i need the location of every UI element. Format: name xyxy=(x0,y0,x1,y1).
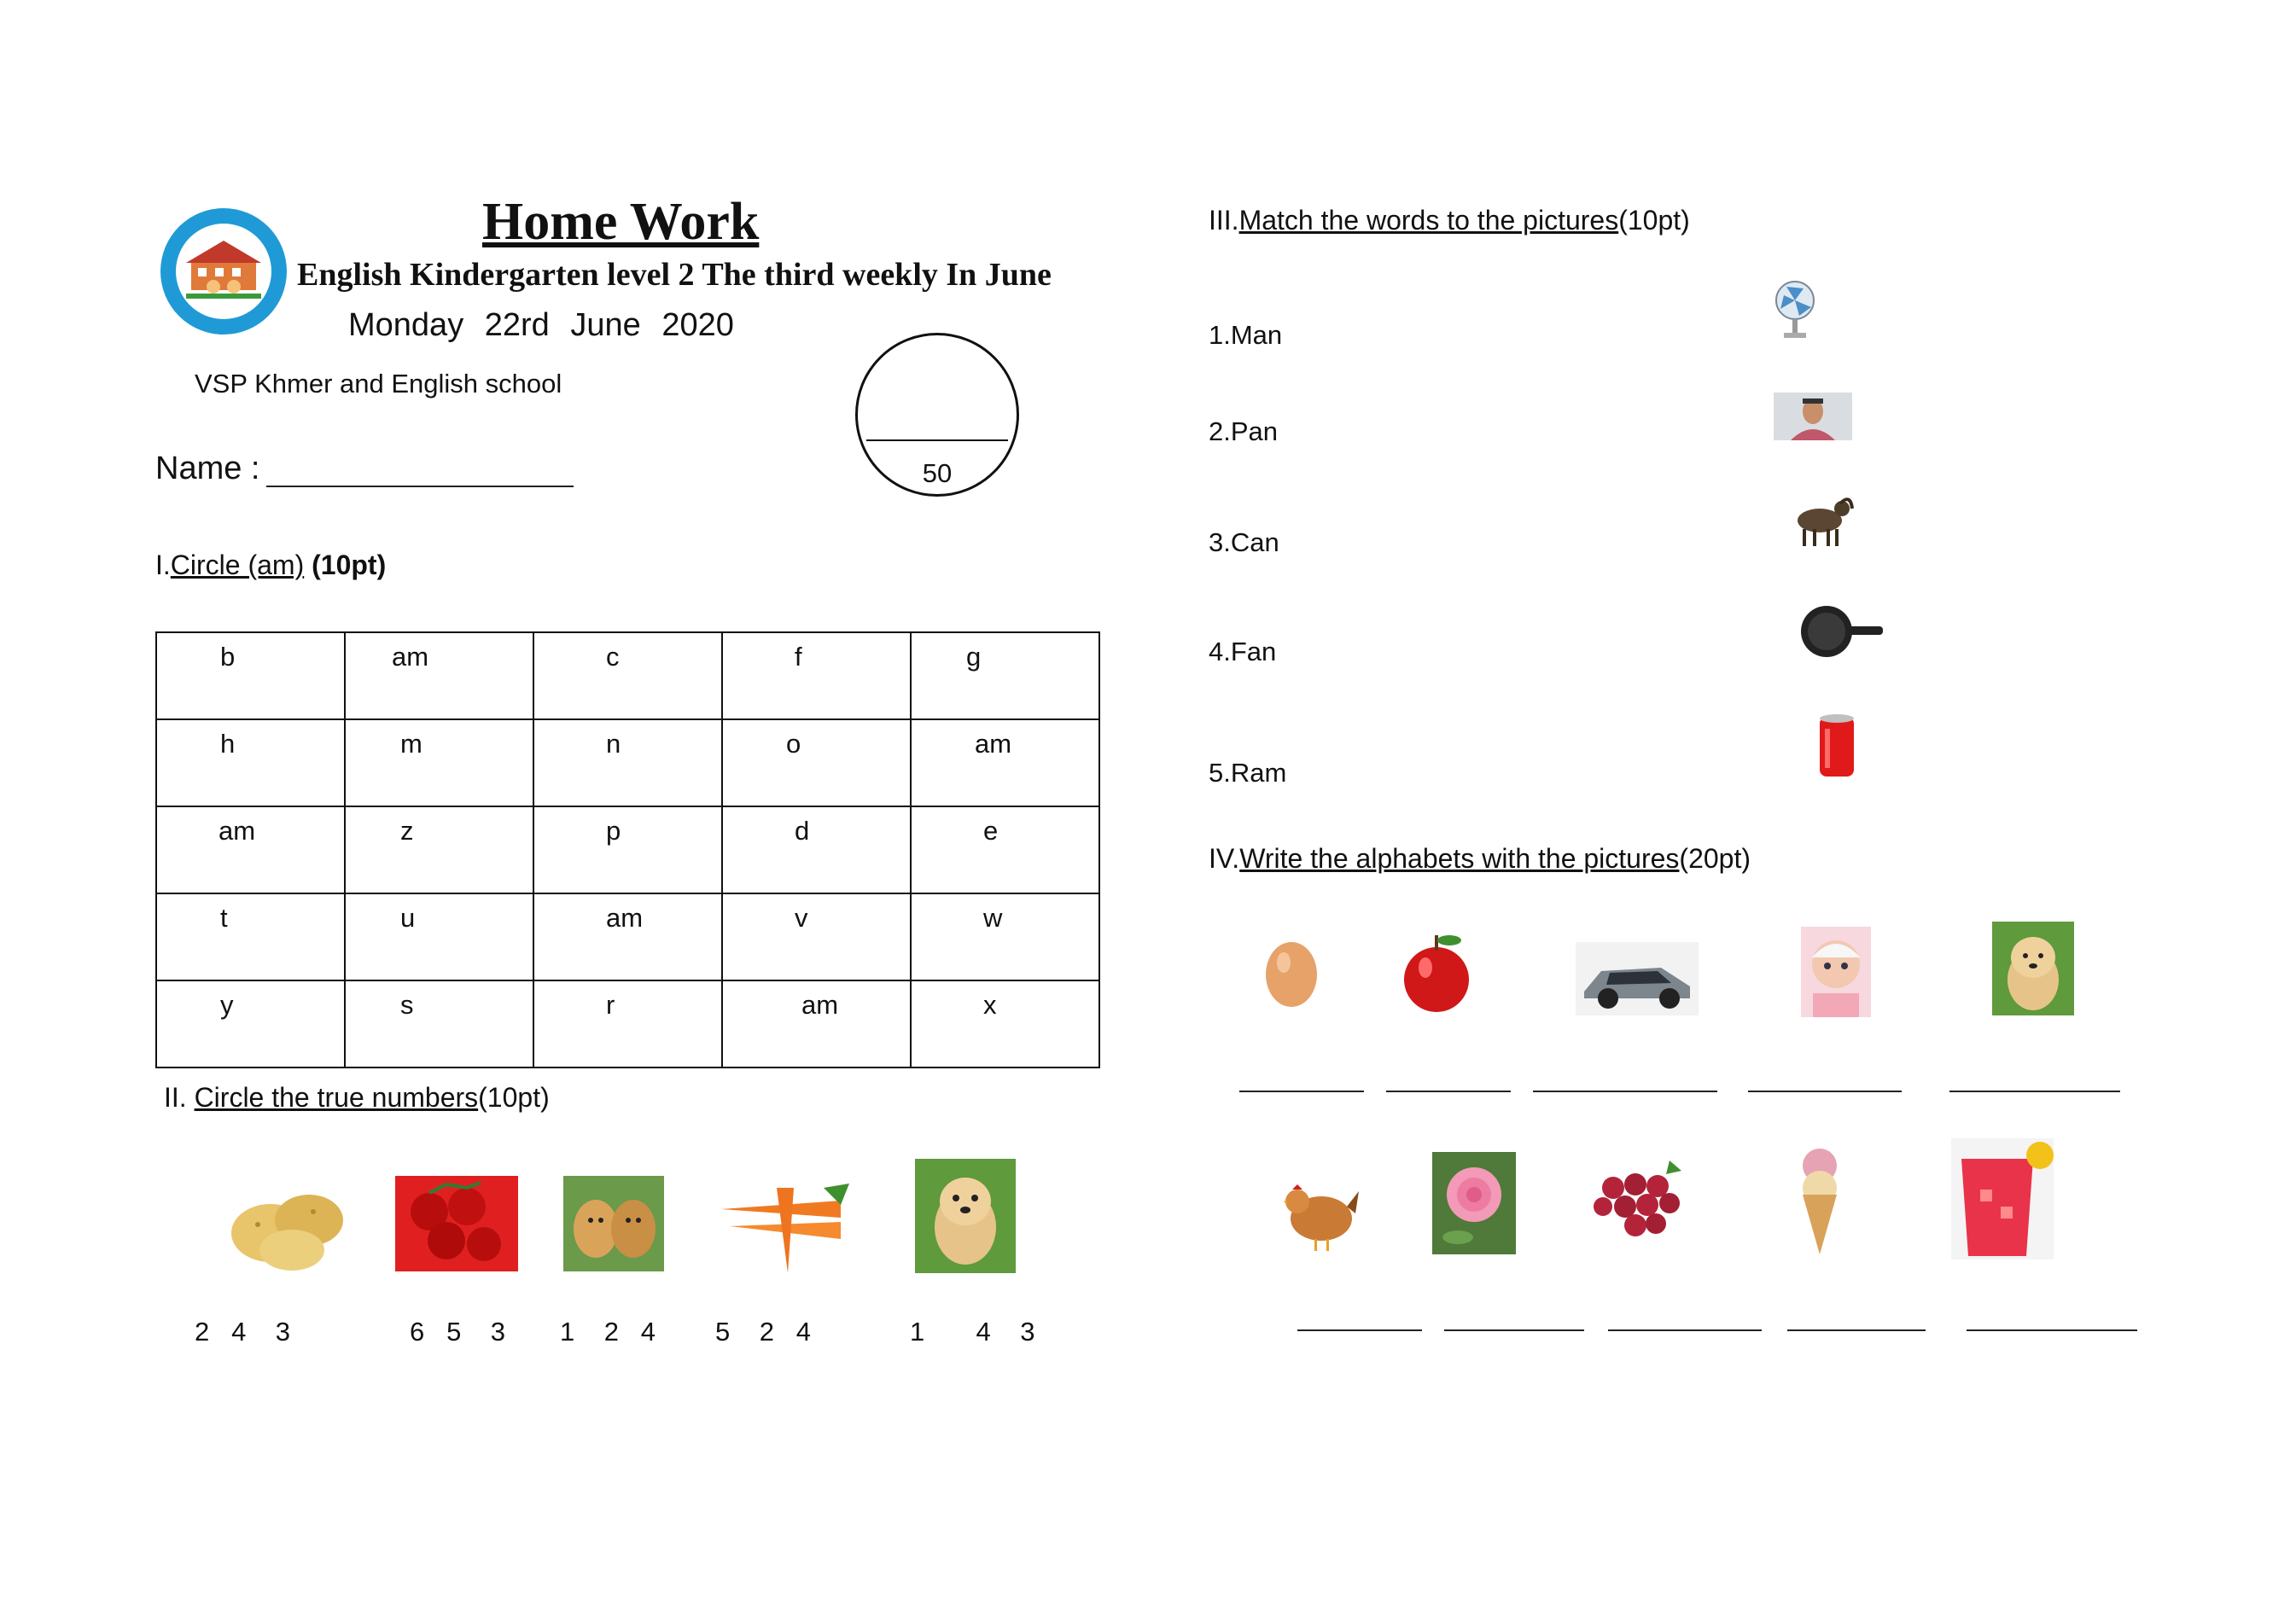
grid-cell[interactable]: c xyxy=(533,632,722,719)
grid-cell[interactable]: t xyxy=(156,893,345,980)
ram-image[interactable] xyxy=(1787,488,1857,550)
answer-blank[interactable] xyxy=(1239,1091,1364,1092)
baby-image xyxy=(1801,927,1871,1017)
match-word[interactable]: 4.Fan xyxy=(1209,637,1277,666)
grid-cell[interactable]: v xyxy=(722,893,911,980)
grid-cell[interactable]: e xyxy=(911,806,1099,893)
tomatoes-image xyxy=(395,1176,518,1271)
section-3-heading xyxy=(1209,205,1690,236)
flower-image xyxy=(1432,1152,1516,1254)
section-1-title: Circle (am) xyxy=(170,550,305,580)
section-1-heading xyxy=(155,550,386,581)
number-choices[interactable]: 1 4 3 xyxy=(910,1317,1035,1347)
grid-cell[interactable]: o xyxy=(722,719,911,806)
grid-cell[interactable]: am xyxy=(156,806,345,893)
match-word[interactable]: 2.Pan xyxy=(1209,416,1279,446)
grid-cell[interactable]: d xyxy=(722,806,911,893)
name-field[interactable] xyxy=(155,451,574,487)
puppies-image xyxy=(563,1176,664,1271)
number-choices[interactable]: 6 5 3 xyxy=(410,1317,506,1347)
score-max: 50 xyxy=(922,458,953,488)
score-circle xyxy=(855,333,1019,497)
circle-am-grid xyxy=(155,631,1100,1068)
grid-cell[interactable]: am xyxy=(345,632,533,719)
name-blank[interactable] xyxy=(266,457,574,487)
answer-blank[interactable] xyxy=(1386,1091,1511,1092)
section-3-prefix: III. xyxy=(1209,205,1239,236)
section-1-points: (10pt) xyxy=(312,550,387,580)
dog-image xyxy=(1992,922,2074,1015)
can-image[interactable] xyxy=(1818,712,1856,780)
fan-image[interactable] xyxy=(1774,278,1816,341)
man-image[interactable] xyxy=(1774,393,1852,440)
grid-row xyxy=(156,806,1099,893)
homework-date: Monday 22rd June 2020 xyxy=(348,307,734,343)
ice-cream-image xyxy=(1794,1143,1845,1256)
match-word[interactable]: 3.Can xyxy=(1209,527,1279,557)
grid-cell[interactable]: n xyxy=(533,719,722,806)
answer-blank[interactable] xyxy=(1949,1091,2120,1092)
grid-cell[interactable]: r xyxy=(533,980,722,1067)
grid-row xyxy=(156,632,1099,719)
answer-blank[interactable] xyxy=(1608,1329,1762,1331)
school-logo xyxy=(160,208,287,334)
section-2-points: (10pt) xyxy=(478,1082,550,1113)
grid-cell[interactable]: h xyxy=(156,719,345,806)
grid-cell[interactable]: am xyxy=(911,719,1099,806)
section-3-title: Match the words to the pictures xyxy=(1238,205,1619,236)
car-image xyxy=(1576,942,1699,1015)
grid-cell[interactable]: s xyxy=(345,980,533,1067)
answer-blank[interactable] xyxy=(1297,1329,1422,1331)
potatoes-image xyxy=(224,1173,352,1276)
score-line xyxy=(866,439,1008,441)
grid-cell[interactable]: x xyxy=(911,980,1099,1067)
section-2-prefix: II. xyxy=(164,1082,195,1113)
number-choices[interactable]: 2 4 3 xyxy=(195,1317,291,1347)
number-choices[interactable]: 1 2 4 xyxy=(560,1317,656,1347)
section-3-points: (10pt) xyxy=(1618,205,1690,236)
match-word[interactable]: 1.Man xyxy=(1209,320,1283,350)
number-choices[interactable]: 5 2 4 xyxy=(715,1317,812,1347)
egg-image xyxy=(1262,937,1321,1010)
match-word[interactable]: 5.Ram xyxy=(1209,758,1287,788)
grid-cell[interactable]: f xyxy=(722,632,911,719)
answer-blank[interactable] xyxy=(1967,1329,2137,1331)
answer-blank[interactable] xyxy=(1444,1329,1584,1331)
grid-row xyxy=(156,893,1099,980)
grid-row xyxy=(156,980,1099,1067)
grid-cell[interactable]: b xyxy=(156,632,345,719)
grid-cell[interactable]: u xyxy=(345,893,533,980)
section-4-points: (20pt) xyxy=(1679,843,1751,874)
juice-image xyxy=(1951,1138,2054,1259)
school-name: VSP Khmer and English school xyxy=(195,369,562,398)
grid-cell[interactable]: m xyxy=(345,719,533,806)
carrots-image xyxy=(713,1171,851,1273)
section-2-title: Circle the true numbers xyxy=(194,1082,479,1113)
section-4-title: Write the alphabets with the pictures xyxy=(1239,843,1680,874)
grid-cell[interactable]: p xyxy=(533,806,722,893)
pan-image[interactable] xyxy=(1791,597,1886,660)
grid-cell[interactable]: am xyxy=(533,893,722,980)
name-label: Name : xyxy=(155,451,260,486)
grid-cell[interactable]: g xyxy=(911,632,1099,719)
grapes-image xyxy=(1588,1154,1695,1246)
answer-blank[interactable] xyxy=(1787,1329,1926,1331)
hen-image xyxy=(1277,1172,1361,1251)
page-title: Home Work xyxy=(482,193,760,251)
puppy-image xyxy=(915,1159,1016,1273)
grid-row xyxy=(156,719,1099,806)
grid-cell[interactable]: w xyxy=(911,893,1099,980)
answer-blank[interactable] xyxy=(1748,1091,1902,1092)
answer-blank[interactable] xyxy=(1533,1091,1717,1092)
section-4-heading xyxy=(1209,843,1751,875)
grid-cell[interactable]: am xyxy=(722,980,911,1067)
grid-cell[interactable]: z xyxy=(345,806,533,893)
grid-cell[interactable]: y xyxy=(156,980,345,1067)
section-4-prefix: IV. xyxy=(1209,843,1240,874)
section-2-heading xyxy=(164,1082,550,1114)
section-1-prefix: I. xyxy=(155,550,171,580)
page-subtitle: English Kindergarten level 2 The third weekly In June xyxy=(297,257,1052,293)
apple-image xyxy=(1400,930,1473,1015)
